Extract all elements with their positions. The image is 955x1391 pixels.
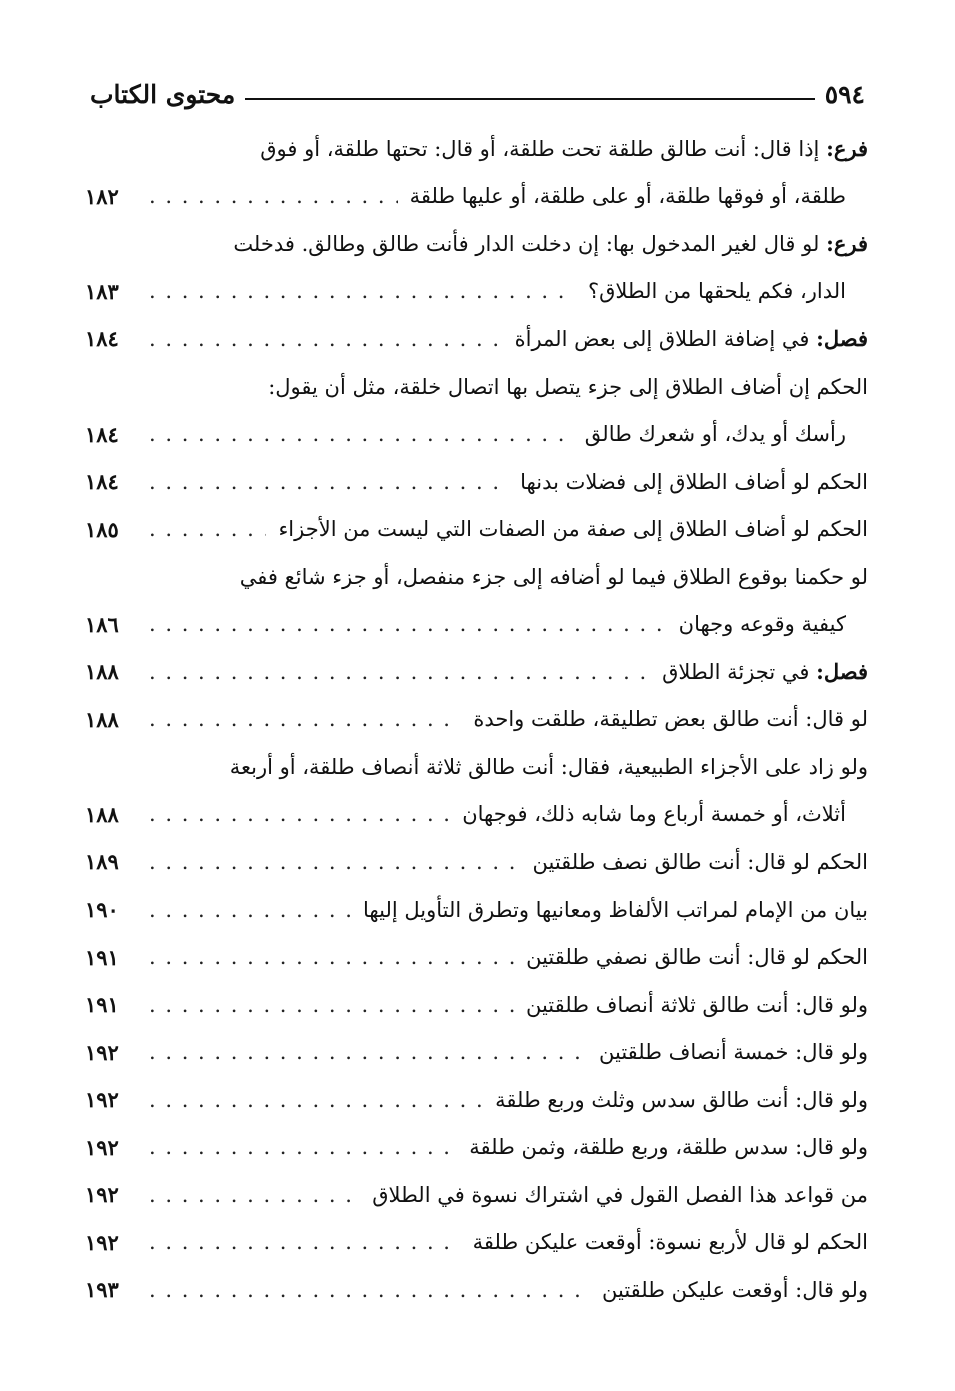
toc-entry-text: من قواعد هذا الفصل القول في اشتراك نسوة في الطلاق	[372, 1182, 868, 1207]
toc-entry-text: الحكم لو قال: أنت طالق نصفي طلقتين	[526, 945, 868, 970]
toc-entry-text: في إضافة الطلاق إلى بعض المرأة	[514, 327, 817, 352]
toc-entry-text: ولو قال: أنت طالق سدس وثلث وربع طلقة	[495, 1087, 868, 1112]
toc-entry-label	[495, 1088, 868, 1112]
toc-entry	[85, 981, 868, 1029]
dot-leader	[149, 1088, 483, 1112]
toc-entry-label	[240, 565, 868, 589]
toc-entry	[85, 268, 868, 316]
toc-entry-text: كيفية وقوعه وجهان	[678, 612, 846, 637]
dot-leader	[149, 327, 503, 351]
toc-entry-label	[462, 802, 846, 826]
toc-entry	[85, 886, 868, 934]
toc-entry-text: إذا قال: أنت طالق طلقة تحت طلقة، أو قال: تحتها طلقة، أو فوق	[260, 137, 827, 162]
toc-entry-text: الدار، فكم يلحقها من الطلاق؟	[587, 279, 846, 304]
toc-entry-label	[473, 1230, 868, 1254]
toc-entry-label	[278, 517, 868, 541]
toc-page-number: ١٩٠	[85, 897, 119, 923]
toc-page-number: ١٨٤	[85, 469, 119, 495]
toc-page-number: ١٩٣	[85, 1277, 119, 1303]
toc-entry-text: في تجزئة الطلاق	[662, 660, 817, 685]
toc-entry-text: الحكم لو أضاف الطلاق إلى فضلات بدنها	[520, 469, 868, 494]
toc-entry	[85, 505, 868, 553]
page-header	[90, 72, 865, 116]
toc-page-number: ١٩١	[85, 944, 119, 970]
dot-leader	[149, 612, 667, 636]
toc-entry-label	[515, 326, 868, 351]
toc-page-number: ١٩٢	[85, 1182, 119, 1208]
toc-entry-label	[533, 850, 869, 874]
toc-entry-label	[588, 279, 846, 303]
toc-page-number: ١٩٢	[85, 1087, 119, 1113]
toc-entry-prefix: فرع:	[826, 231, 868, 257]
toc-entry	[85, 696, 868, 744]
toc-entry-text: ولو قال: أوقعت عليكن طلقتين	[602, 1277, 868, 1302]
toc-entry	[85, 600, 868, 648]
toc-entry-label	[526, 945, 868, 969]
toc-entry	[85, 125, 868, 173]
dot-leader	[149, 802, 450, 826]
toc-page-number: ١٩٢	[85, 1134, 119, 1160]
toc-page-number: ١٨٩	[85, 849, 119, 875]
dot-leader	[149, 945, 514, 969]
toc-entry-label	[410, 184, 846, 208]
toc-entry-label	[473, 707, 868, 731]
toc-entry-label	[469, 1135, 868, 1159]
toc-entry-text: لو قال: أنت طالق بعض تطليقة، طلقت واحدة	[473, 707, 868, 732]
toc-entry-label	[599, 1040, 868, 1064]
toc-entry	[85, 1266, 868, 1314]
toc-entry-text: لو قال لغير المدخول بها: إن دخلت الدار فأنت طالق وطالق. فدخلت	[233, 232, 827, 257]
toc-entry	[85, 410, 868, 458]
header-rule	[245, 98, 814, 100]
dot-leader	[149, 1278, 590, 1302]
toc-entry-text: الحكم إن أضاف الطلاق إلى جزء يتصل بها اتصال خلقة، مثل أن يقول:	[268, 374, 868, 399]
toc-page-number: ١٨٨	[85, 659, 119, 685]
toc-entry-text: بيان من الإمام لمراتب الألفاظ ومعانيها وتطرق التأويل إليها	[363, 897, 868, 922]
toc-entry-label	[679, 612, 846, 636]
toc-entry	[85, 1123, 868, 1171]
dot-leader	[149, 993, 514, 1017]
toc-entry-prefix: فصل:	[816, 659, 868, 685]
dot-leader	[149, 1135, 457, 1159]
toc-entry-label	[233, 231, 868, 256]
toc-entry-label	[230, 755, 868, 779]
dot-leader	[149, 1230, 461, 1254]
running-title: محتوى الكتاب	[90, 79, 236, 109]
toc-entry-label	[268, 375, 868, 399]
toc-entry	[85, 838, 868, 886]
table-of-contents	[85, 125, 868, 1314]
toc-page-number: ١٩١	[85, 992, 119, 1018]
toc-entry-text: طلقة، أو فوقها طلقة، أو على طلقة، أو عليها طلقة	[409, 184, 846, 209]
dot-leader	[149, 470, 508, 494]
toc-entry-text: ولو قال: خمسة أنصاف طلقتين	[599, 1040, 868, 1065]
toc-entry-text: لو حكمنا بوقوع الطلاق فيما لو أضافه إلى جزء منفصل، أو جزء شائع ففي	[239, 564, 868, 589]
dot-leader	[149, 898, 351, 922]
toc-page-number: ١٨٥	[85, 516, 119, 542]
toc-entry	[85, 648, 868, 696]
toc-entry	[85, 1171, 868, 1219]
toc-entry-prefix: فصل:	[816, 326, 868, 352]
toc-entry-label	[372, 1183, 868, 1207]
toc-entry	[85, 315, 868, 363]
dot-leader	[149, 1040, 587, 1064]
toc-entry-text: رأسك أو يدك، أو شعرك طالق	[584, 422, 846, 447]
toc-page-number: ١٩٢	[85, 1229, 119, 1255]
toc-entry-text: الحكم لو أضاف الطلاق إلى صفة من الصفات التي ليست من الأجزاء	[278, 517, 868, 542]
toc-entry	[85, 1028, 868, 1076]
toc-entry	[85, 791, 868, 839]
toc-page-number: ١٨٨	[85, 801, 119, 827]
toc-entry-label	[602, 1278, 868, 1302]
toc-entry-label	[662, 659, 868, 684]
toc-entry	[85, 933, 868, 981]
dot-leader	[149, 279, 576, 303]
toc-entry-text: ولو قال: سدس طلقة، وربع طلقة، وثمن طلقة	[469, 1135, 868, 1160]
toc-entry-label	[363, 898, 868, 922]
dot-leader	[149, 184, 398, 208]
toc-entry	[85, 1219, 868, 1267]
toc-entry-label	[585, 422, 846, 446]
toc-entry-prefix: فرع:	[826, 136, 868, 162]
toc-entry	[85, 363, 868, 411]
toc-entry	[85, 458, 868, 506]
toc-entry	[85, 220, 868, 268]
toc-entry-text: أثلاث، أو خمسة أرباع وما شابه ذلك، فوجهان	[462, 802, 846, 827]
toc-entry-label	[526, 993, 868, 1017]
toc-page-number: ١٨٣	[85, 278, 119, 304]
toc-entry-text: الحكم لو قال لأربع نسوة: أوقعت عليكن طلقة	[472, 1230, 868, 1255]
toc-page-number: ١٨٢	[85, 183, 119, 209]
toc-entry-label	[260, 136, 868, 161]
toc-entry	[85, 1076, 868, 1124]
dot-leader	[149, 422, 573, 446]
dot-leader	[149, 707, 461, 731]
toc-page-number: ١٨٦	[85, 611, 119, 637]
toc-entry-text: ولو زاد على الأجزاء الطبيعية، فقال: أنت طالق ثلاثة أنصاف طلقة، أو أربعة	[229, 754, 868, 779]
toc-page-number: ١٩٢	[85, 1039, 119, 1065]
toc-entry	[85, 553, 868, 601]
toc-entry-text: ولو قال: أنت طالق ثلاثة أنصاف طلقتين	[525, 992, 868, 1017]
toc-page-number: ١٨٤	[85, 421, 119, 447]
toc-entry-text: الحكم لو قال: أنت طالق نصف طلقتين	[532, 849, 868, 874]
toc-entry	[85, 173, 868, 221]
toc-page-number: ١٨٨	[85, 706, 119, 732]
dot-leader	[149, 1183, 360, 1207]
page-number: ٥٩٤	[824, 79, 865, 109]
dot-leader	[149, 850, 521, 874]
toc-entry-label	[520, 470, 868, 494]
toc-page-number: ١٨٤	[85, 326, 119, 352]
dot-leader	[149, 517, 266, 541]
dot-leader	[149, 660, 650, 684]
toc-entry	[85, 743, 868, 791]
